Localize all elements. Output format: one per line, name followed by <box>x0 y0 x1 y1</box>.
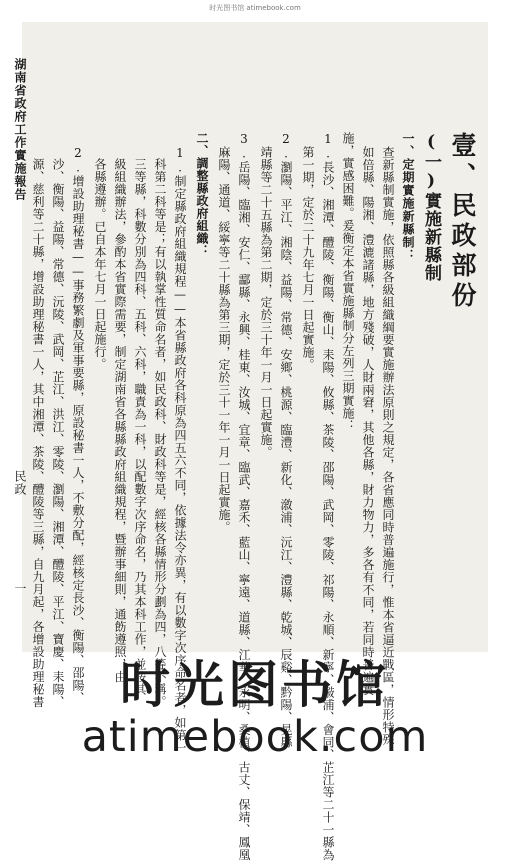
text-column: 源、慈利等二十縣，增設助理秘書一人，其中湘潭、茶陵、醴陵等三縣，自九月起，各增設助理秘書 <box>31 158 45 708</box>
text-column: 1.長沙、湘潭、醴陵、衡陽、衡山、耒陽、攸縣、茶陵、邵陽、武岡、零陵、祁陽、永順、新寧、潊浦、會同、芷江等二十一縣為 <box>321 132 335 861</box>
category-label: 民政 <box>13 470 27 496</box>
text-column: 第一期，定於二十九年七月一日起實施。 <box>301 146 315 371</box>
text-column: 2.增設助理秘書——事務繁劇及軍事要縣，原設秘書一人，不敷分配，經核定長沙、衡陽、邵陽、 <box>71 146 85 704</box>
text-column: 三等縣，科數分別為四科、五科、六科，職責為一科，以配數字次序命名，乃其本科工作，並按其 <box>133 158 147 696</box>
text-column: 3.岳陽、臨湘、安仁、酃縣、永興、桂東、汝城、宜章、臨武、嘉禾、藍山、寧遠、道縣、江華、永明、桑植、古丈、保靖、鳳凰 <box>237 132 251 861</box>
text-column: 1.制定縣政府組織規程——本省縣政府各科原為四五六不同，依據法令亦異，有以數字次序命名者，如第一 <box>173 146 187 754</box>
text-column: 查新縣制實施，依照縣各級組織綱要實施辦法原則之規定，各省應同時普遍施行，惟本省逼近戰區，情形特殊 <box>381 146 395 746</box>
site-header: 时光图书馆 atimebook.com <box>209 4 301 12</box>
text-column: 級組織辦法，參酌本省實際需要，制定湖南省各縣縣政府組織規程，暨辦事細則，通飭遵照，由 <box>113 158 127 683</box>
watermark-name: 时光图书馆 <box>120 656 390 714</box>
text-column: 科第二科等是；有以執掌性質命名者，如民政科、財政科等是，經核各縣情形分劃為四，八等不稱。 <box>153 158 167 708</box>
text-column: 二、調整縣政府組織： <box>195 132 209 257</box>
text-column: 沙、衡陽、益陽、常德、沅陵、武岡、芷江、洪江、零陵、瀏陽、湘潭、醴陵、平江、寶慶、耒陽、 <box>51 158 65 708</box>
text-column: 麻陽、通道、綏寧等二十縣為第三期，定於三十一年一月一日起實施。 <box>217 146 231 534</box>
subsection-title: 一、定期實施新縣制： <box>401 132 415 262</box>
page-number: 一 <box>13 582 27 594</box>
chapter-title: 壹、民政部份 <box>448 132 477 312</box>
section-title: (一)實施新縣制 <box>421 132 441 282</box>
watermark-url: atimebook.com <box>81 712 429 762</box>
text-column: 2.瀏陽、平江、湘陰、益陽、常德、安鄉、桃源、臨澧、新化、漵浦、沅江、澧縣、乾城、辰谿、黔陽、晃縣 <box>279 132 293 749</box>
text-column: 施，實感困難。爰衡定本省實施縣制分左列三期實施： <box>341 132 355 432</box>
text-column: 各縣遵辦。已自本年七月一日起施行。 <box>93 158 107 371</box>
text-column: 如倍縣、陽湘、澧漉諸縣，地方殘破，人財兩窘，其他各縣，財力物力，多各有不同，若同時普遍實 <box>361 146 375 696</box>
text-column: 靖縣等二十五縣為第二期，定於三十年一月一日起實施。 <box>259 146 273 459</box>
report-title: 湖南省政府工作實施報告 <box>13 58 27 201</box>
